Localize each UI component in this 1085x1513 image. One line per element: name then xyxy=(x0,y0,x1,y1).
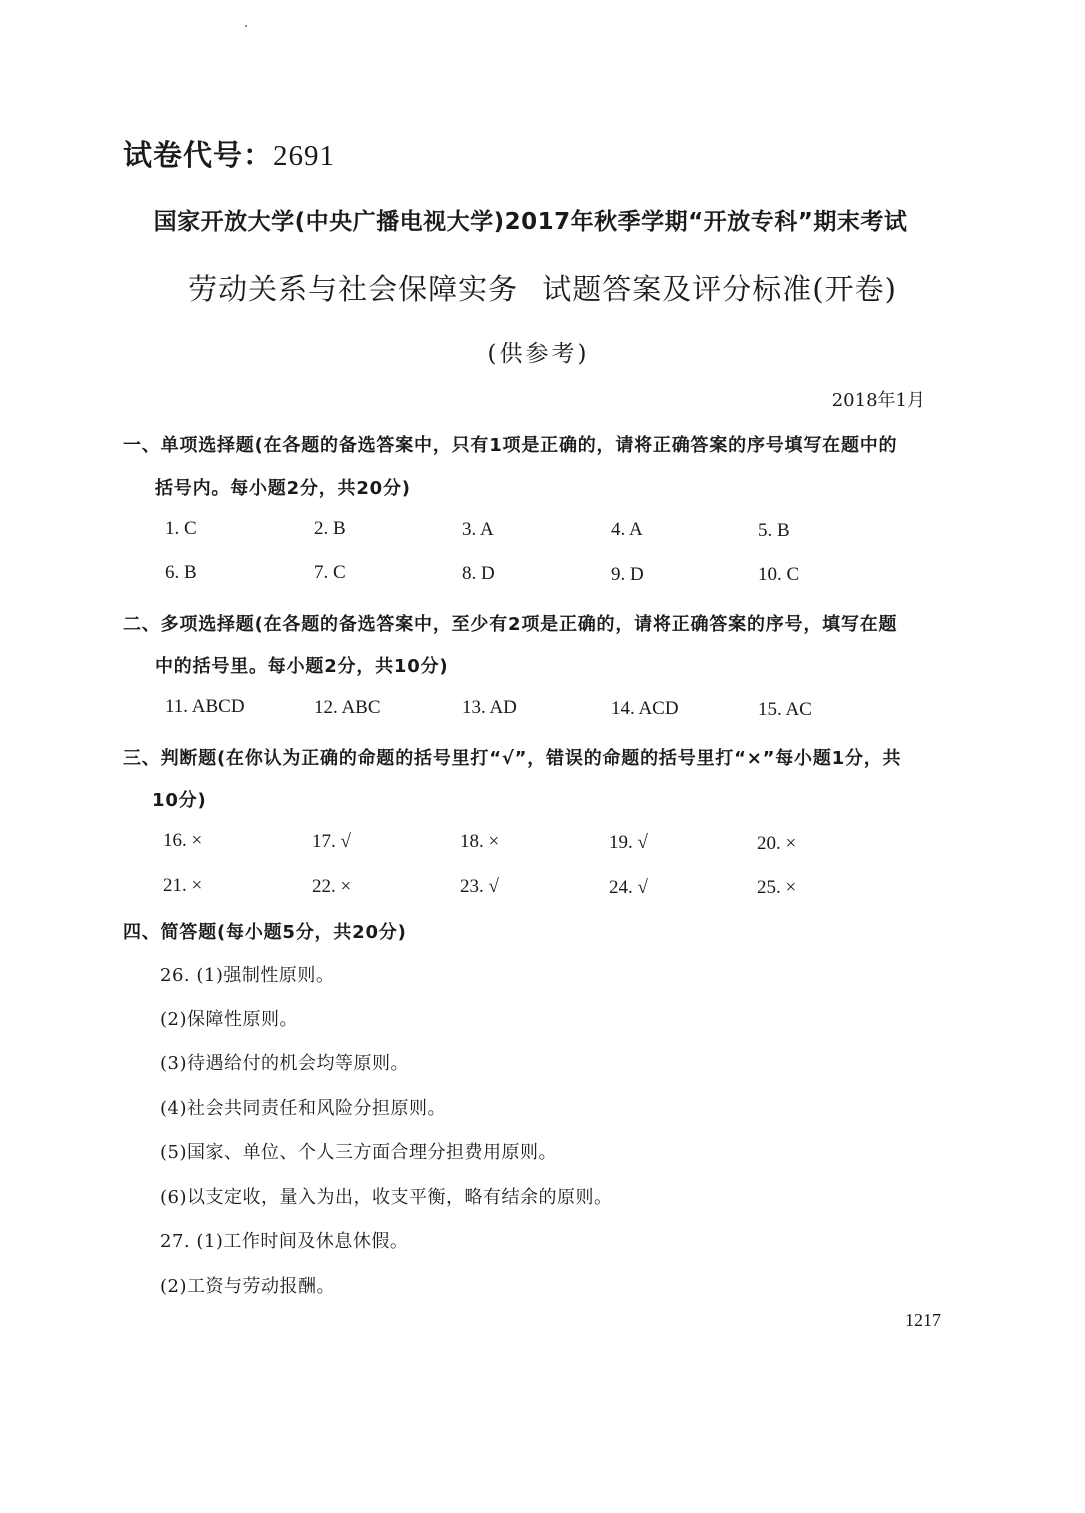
answer-1: 1. C xyxy=(165,518,197,539)
answer-12: 12. ABC xyxy=(314,697,381,718)
answer-11: 11. ABCD xyxy=(165,696,245,717)
scan-speck xyxy=(245,25,247,27)
exam-code xyxy=(123,133,335,174)
answer-7: 7. C xyxy=(314,562,346,583)
answer-26-point-1: 26. (1)强制性原则。 xyxy=(160,965,335,986)
answer-19: 19. √ xyxy=(609,832,648,853)
answer-26-point-3: (3)待遇给付的机会均等原则。 xyxy=(160,1053,409,1074)
exam-title: 国家开放大学(中央广播电视大学)2017年秋季学期“开放专科”期末考试 xyxy=(153,209,908,235)
answer-17: 17. √ xyxy=(312,831,351,852)
answer-8: 8. D xyxy=(462,563,495,584)
answer-9: 9. D xyxy=(611,564,644,585)
section3-heading-line2: 10分) xyxy=(152,790,207,811)
answer-4: 4. A xyxy=(611,519,643,540)
page-number: 1217 xyxy=(905,1310,941,1330)
answer-10: 10. C xyxy=(758,564,800,585)
exam-code-number: 2691 xyxy=(273,140,336,172)
section3-heading-line1: 三、判断题(在你认为正确的命题的括号里打“√”，错误的命题的括号里打“×”每小题1分，共 xyxy=(123,748,902,769)
answer-16: 16. × xyxy=(163,830,203,851)
answer-22: 22. × xyxy=(312,876,352,897)
answer-5: 5. B xyxy=(758,520,790,541)
answer-21: 21. × xyxy=(163,875,203,896)
section4-heading: 四、简答题(每小题5分，共20分) xyxy=(123,922,407,943)
answer-27-point-1: 27. (1)工作时间及休息休假。 xyxy=(160,1231,409,1252)
reference-note: (供参考) xyxy=(487,341,590,367)
answer-26-point-2: (2)保障性原则。 xyxy=(160,1009,298,1030)
answer-26-point-6: (6)以支定收，量入为出，收支平衡，略有结余的原则。 xyxy=(160,1187,613,1208)
exam-code-label: 试卷代号： xyxy=(123,138,274,172)
section1-heading-line2: 括号内。每小题2分，共20分) xyxy=(155,478,411,499)
answer-26-point-4: (4)社会共同责任和风险分担原则。 xyxy=(160,1098,446,1119)
answer-2: 2. B xyxy=(314,518,346,539)
answer-18: 18. × xyxy=(460,831,500,852)
answer-6: 6. B xyxy=(165,562,197,583)
section2-heading-line1: 二、多项选择题(在各题的备选答案中，至少有2项是正确的，请将正确答案的序号，填写在题 xyxy=(123,614,898,635)
answer-3: 3. A xyxy=(462,519,494,540)
document-date: 2018年1月 xyxy=(831,390,925,411)
answer-20: 20. × xyxy=(757,833,797,854)
answer-24: 24. √ xyxy=(609,877,648,898)
answer-27-point-2: (2)工资与劳动报酬。 xyxy=(160,1276,335,1297)
section1-heading-line1: 一、单项选择题(在各题的备选答案中，只有1项是正确的，请将正确答案的序号填写在题中的 xyxy=(123,435,898,456)
answer-13: 13. AD xyxy=(462,697,517,718)
answer-15: 15. AC xyxy=(758,699,812,720)
answer-14: 14. ACD xyxy=(611,698,679,719)
answer-25: 25. × xyxy=(757,877,797,898)
section2-heading-line2: 中的括号里。每小题2分，共10分) xyxy=(155,656,449,677)
document-title: 劳动关系与社会保障实务 试题答案及评分标准(开卷) xyxy=(188,272,897,306)
answer-23: 23. √ xyxy=(460,876,499,897)
answer-26-point-5: (5)国家、单位、个人三方面合理分担费用原则。 xyxy=(160,1142,557,1163)
